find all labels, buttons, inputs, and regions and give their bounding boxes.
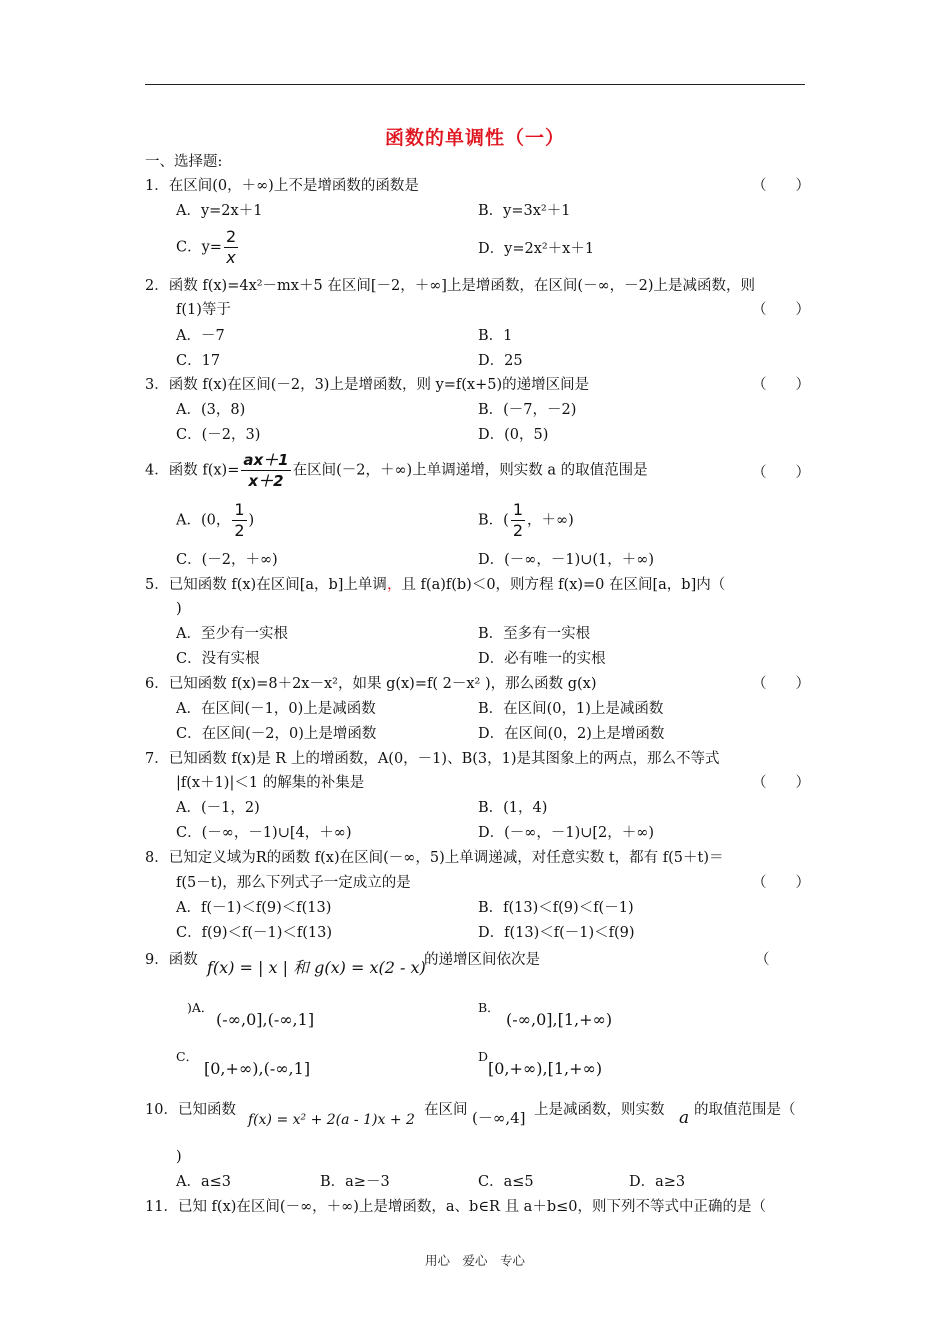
q9-option-c-label: C． [176,1049,199,1064]
q9-option-d: [0,+∞),[1,+∞) [488,1059,603,1078]
q9-paren-open: （ [755,952,770,968]
q10-option-b: B．a≥－3 [320,1174,390,1190]
q3-answer-paren: （ ） [752,377,810,393]
q7-option-d: D．(－∞，－1)∪[2，＋∞) [478,825,655,841]
q7-answer-paren: （ ） [752,775,810,791]
fraction-denominator: x [224,247,238,268]
q5-stem-line2: ) [176,601,182,617]
q4-option-b-prefix: B．( [478,512,509,529]
header-rule [145,84,805,85]
q5-red-comma: ， [386,577,402,593]
q8-option-b: B．f(13)＜f(9)＜f(－1) [478,900,634,916]
q7-stem-line2: |f(x＋1)|＜1 的解集的补集是 [176,775,365,791]
q4-option-d: D．(－∞，－1)∪(1，＋∞) [478,552,655,568]
page-footer: 用心 爱心 专心 [424,1253,525,1268]
q5-stem-part2: 且 f(a)f(b)＜0，则方程 f(x)=0 在区间[a，b]内（ [401,577,726,593]
q4-option-a-prefix: A．(0， [176,512,231,529]
q8-stem-line2: f(5－t)，那么下列式子一定成立的是 [176,875,411,891]
q10-option-d: D．a≥3 [629,1174,686,1190]
page-title: 函数的单调性（一） [384,127,565,149]
q2-option-a: A．－7 [176,328,225,344]
q10-option-a: A．a≤3 [176,1174,231,1190]
q11-stem: 11．已知 f(x)在区间(－∞，＋∞)上是增函数，a、b∈R 且 a＋b≤0，则下列不等式中正确的是（ [145,1199,766,1215]
q10-stem-suffix2: 的取值范围是（ [694,1102,796,1118]
q4-option-a-fraction [232,500,246,541]
q3-option-c: C．(－2，3) [176,427,261,443]
q10-interval: (－∞,4] [472,1109,526,1127]
q5-option-d: D．必有唯一的实根 [478,651,606,667]
q1-option-d: D．y=2x²＋x＋1 [478,241,595,257]
q2-stem-line2: f(1)等于 [176,302,231,318]
q4-option-b-fraction [511,500,525,541]
q3-option-a: A．(3，8) [176,402,246,418]
q4-option-a [176,500,254,541]
q1-option-c-fraction [224,227,238,268]
q7-option-b: B．(1，4) [478,800,548,816]
q8-answer-paren: （ ） [752,875,810,891]
q10-option-c: C．a≤5 [478,1174,534,1190]
q6-option-a: A．在区间(－1，0)上是减函数 [176,701,376,717]
q4-stem-prefix: 4．函数 f(x)= [145,462,240,479]
fraction-numerator: 1 [512,500,523,519]
q4-answer-paren: （ ） [752,465,810,481]
q9-stem-suffix: 的递增区间依次是 [424,952,540,968]
q9-formula: f(x) = | x | 和 g(x) = x(2 - x) [207,958,426,977]
q4-option-b [478,500,574,541]
fraction-denominator: 2 [234,521,245,540]
q2-option-c: C．17 [176,353,221,369]
q5-option-c: C．没有实根 [176,651,260,667]
q5-stem [145,575,725,595]
q5-stem-part1: 5．已知函数 f(x)在区间[a，b]上单调 [145,577,387,593]
q1-stem: 1．在区间(0，＋∞)上不是增函数的函数是 [145,178,419,194]
q4-stem-suffix: 在区间(－2，＋∞)上单调递增，则实数 a 的取值范围是 [292,462,648,479]
q10-variable: a [679,1108,690,1128]
q8-option-a: A．f(－1)＜f(9)＜f(13) [176,900,332,916]
q8-option-c: C．f(9)＜f(－1)＜f(13) [176,925,333,941]
fraction-denominator: 2 [512,521,523,540]
q9-option-b: (-∞,0],[1,+∞) [506,1010,613,1029]
q7-stem: 7．已知函数 f(x)是 R 上的增函数，A(0，－1)、B(3，1)是其图象上的两点，那么不等式 [145,751,720,767]
fraction-numerator: ax＋1 [243,451,289,469]
q6-option-c: C．在区间(－2，0)上是增函数 [176,726,377,742]
q5-option-b: B．至多有一实根 [478,626,591,642]
fraction-denominator: x＋2 [241,470,290,491]
q4-option-c: C．(－2，＋∞) [176,552,278,568]
q6-option-b: B．在区间(0，1)上是减函数 [478,701,664,717]
q9-option-a: (-∞,0],(-∞,1] [216,1010,315,1029]
q1-answer-paren: （ ） [752,178,810,194]
q10-stem-mid: 在区间 [424,1102,468,1118]
q7-option-c: C．(－∞，－1)∪[4，＋∞) [176,825,352,841]
q10-formula: f(x) = x² + 2(a - 1)x + 2 [248,1112,415,1128]
q6-stem: 6．已知函数 f(x)=8＋2x－x²，如果 g(x)=f( 2－x² )，那么函数 g(x) [145,676,597,692]
q8-stem: 8．已知定义域为R的函数 f(x)在区间(－∞，5)上单调递减，对任意实数 t，都有 f(5＋t)＝ [145,850,724,866]
q10-stem-suffix: 上是减函数，则实数 [534,1102,665,1118]
q3-stem: 3．函数 f(x)在区间(－2，3)上是增函数，则 y=f(x+5)的递增区间是 [145,377,590,393]
q1-option-c-prefix: C．y= [176,239,222,256]
q9-option-b-label: B． [478,1000,500,1015]
q7-option-a: A．(－1，2) [176,800,260,816]
q9-option-a-label: )A． [187,1000,214,1015]
q2-option-b: B．1 [478,328,513,344]
q3-option-b: B．(－7，－2) [478,402,577,418]
q3-option-d: D．(0，5) [478,427,549,443]
q4-stem [145,450,648,491]
q5-option-a: A．至少有一实根 [176,626,288,642]
q10-stem-line2: ) [176,1149,182,1165]
q9-stem-prefix: 9．函数 [145,952,198,968]
q2-option-d: D．25 [478,353,523,369]
q1-option-c [176,227,240,268]
q1-option-a: A．y=2x＋1 [176,203,263,219]
q1-option-b: B．y=3x²＋1 [478,203,571,219]
q4-option-a-suffix: ) [248,512,255,529]
fraction-numerator: 1 [234,500,245,519]
q9-option-d-label: D [478,1049,489,1064]
q4-option-b-suffix: ，＋∞) [527,512,574,529]
q10-stem-prefix: 10．已知函数 [145,1102,236,1118]
q6-answer-paren: （ ） [752,676,810,692]
q2-stem: 2．函数 f(x)=4x²－mx＋5 在区间[－2，＋∞]上是增函数，在区间(－∞，－2)上是减函数，则 [145,278,756,294]
q2-answer-paren: （ ） [752,302,810,318]
q4-fraction [241,450,290,491]
fraction-numerator: 2 [225,227,237,246]
q9-option-c: [0,+∞),(-∞,1] [204,1059,311,1078]
q6-option-d: D．在区间(0，2)上是增函数 [478,726,665,742]
q8-option-d: D．f(13)＜f(－1)＜f(9) [478,925,635,941]
section-heading: 一、选择题: [145,154,223,170]
